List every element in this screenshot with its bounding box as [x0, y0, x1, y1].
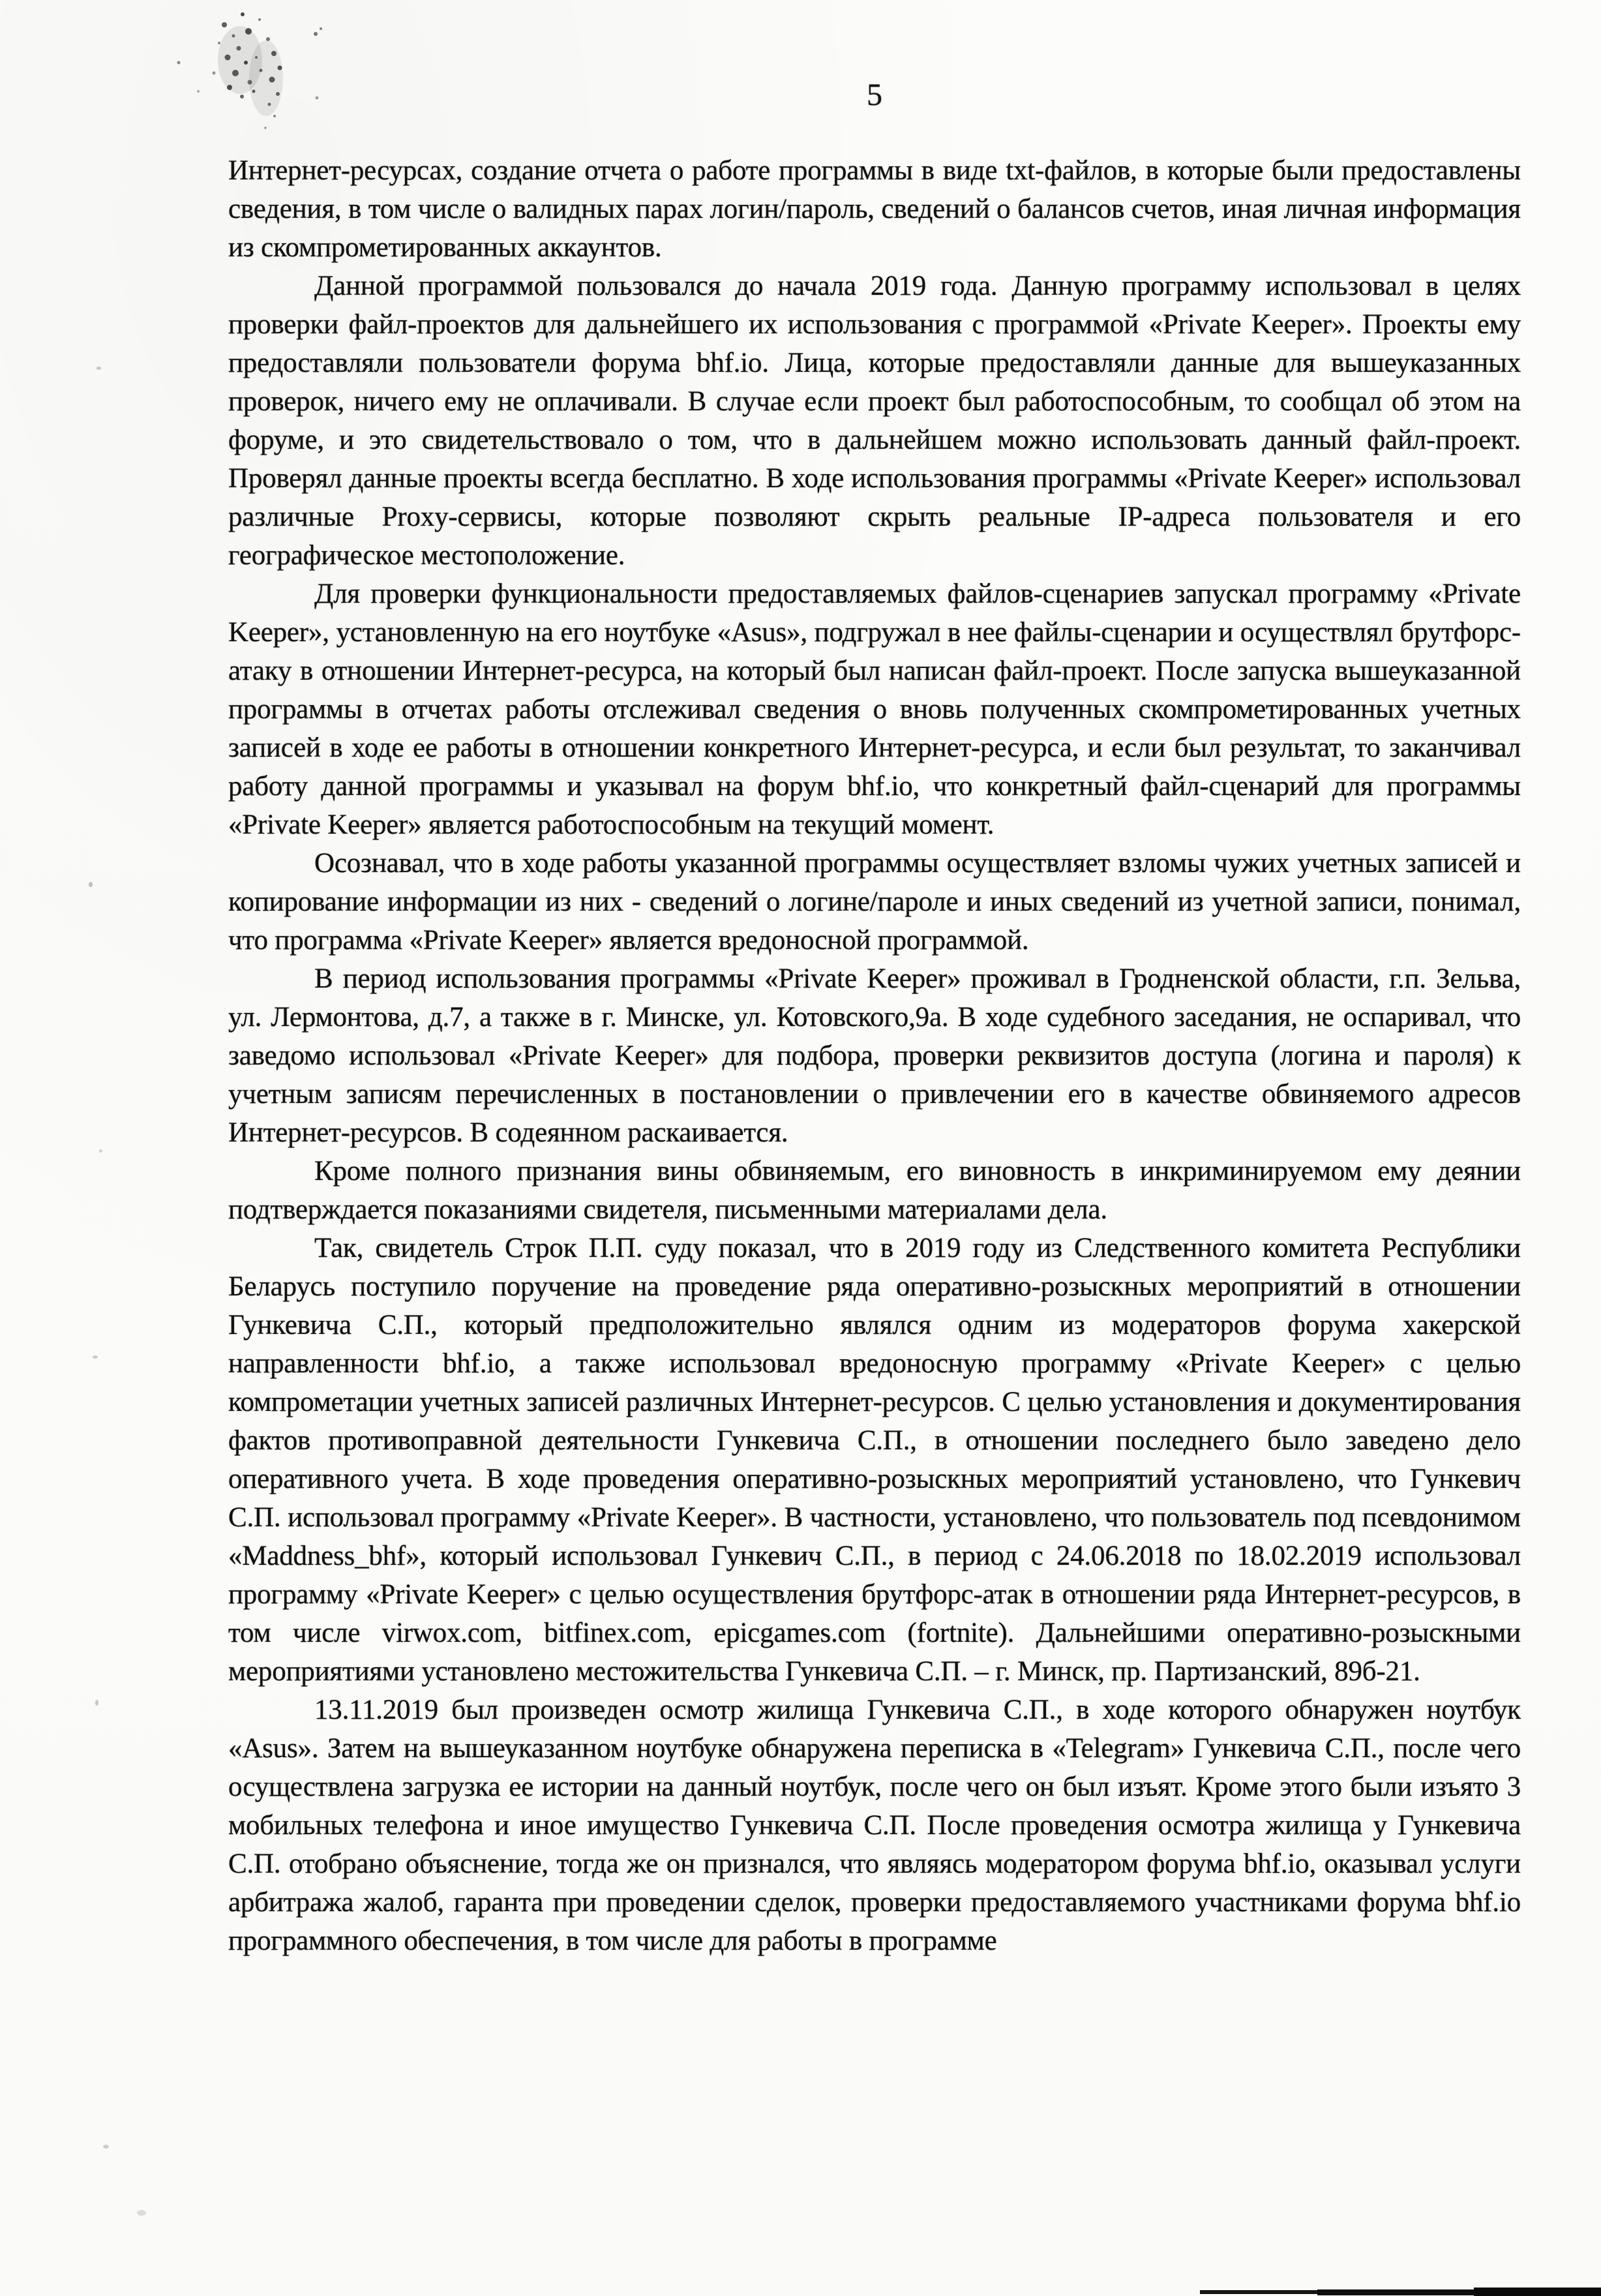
paragraph: Осознавал, что в ходе работы указанной программы осуществляет взломы чужих учетных записей и копирование информации из них - сведений о логине/пароле и иных сведений из учетной записи, понимал, что программа «Private Keeper» является вредоносной программой. [228, 848, 1521, 956]
scan-edge-bar-segment [1474, 2288, 1601, 2296]
scan-edge-bar-artifact [1200, 2286, 1601, 2296]
scan-speck [93, 1355, 98, 1359]
document-body [228, 151, 1521, 1960]
scan-speck [137, 2210, 146, 2216]
paragraph: Данной программой пользовался до начала 2019 года. Данную программу использовал в целях проверки файл-проектов для дальнейшего их использования с программой «Private Keeper». Проекты ему предоставляли пользователи форума bhf.io. Лица, которые предоставляли данные для вышеуказанных проверок, ничего ему не оплачивали. В случае если проект был работоспособным, то сообщал об этом на форуме, и это свидетельствовало о том, что в дальнейшем можно использовать данный файл-проект. Проверял данные проекты всегда бесплатно. В ходе использования программы «Private Keeper» использовал различные Proxy-сервисы, которые позволяют скрыть реальные IP-адреса пользователя и его географическое местоположение. [228, 271, 1521, 571]
paragraph: 13.11.2019 был произведен осмотр жилища Гункевича С.П., в ходе которого обнаружен ноутбук «Asus». Затем на вышеуказанном ноутбуке обнаружена переписка в «Telegram» Гункевича С.П., после чего осуществлена загрузка ее истории на данный ноутбук, после чего он был изъят. Кроме этого были изъято 3 мобильных телефона и иное имущество Гункевича С.П. После проведения осмотра жилища у Гункевича С.П. отобрано объяснение, тогда же он признался, что являясь модератором форума bhf.io, оказывал услуги арбитража жалоб, гаранта при проведении сделок, проверки предоставляемого участниками форума bhf.io программного обеспечения, в том числе для работы в программе [228, 1695, 1521, 1956]
scan-speck [97, 367, 101, 370]
scan-speck [89, 882, 93, 887]
scan-edge-bar-segment [1200, 2290, 1356, 2294]
scan-speck [95, 1700, 98, 1706]
scan-speck [103, 2145, 109, 2149]
page-number: 5 [867, 78, 882, 112]
paragraph: Так, свидетель Строк П.П. суду показал, что в 2019 году из Следственного комитета Республики Беларусь поступило поручение на проведение ряда оперативно-розыскных мероприятий в отношении Гункевича С.П., который предположительно являлся одним из модераторов форума хакерской направленности bhf.io, а также использовал вредоносную программу «Private Keeper» с целью компрометации учетных записей различных Интернет-ресурсов. С целью установления и документирования фактов противоправной деятельности Гункевича С.П., в отношении последнего было заведено дело оперативного учета. В ходе проведения оперативно-розыскных мероприятий установлено, что Гункевич С.П. использовал программу «Private Keeper». В частности, установлено, что пользователь под псевдонимом «Maddness_bhf», который использовал Гункевич С.П., в период с 24.06.2018 по 18.02.2019 использовал программу «Private Keeper» с целью осуществления брутфорс-атак в отношении ряда Интернет-ресурсов, в том числе virwox.com, bitfinex.com, epicgames.com (fortnite). Дальнейшими оперативно-розыскными мероприятиями установлено местожительства Гункевича С.П. – г. Минск, пр. Партизанский, 89б-21. [228, 1233, 1521, 1687]
paragraph: В период использования программы «Private Keeper» проживал в Гродненской области, г.п. Зельва, ул. Лермонтова, д.7, а также в г. Минске, ул. Котовского,9а. В ходе судебного заседания, не оспаривал, что заведомо использовал «Private Keeper» для подбора, проверки реквизитов доступа (логина и пароля) к учетным записям перечисленных в постановлении о привлечении его в качестве обвиняемого адресов Интернет-ресурсов. В содеянном раскаивается. [228, 963, 1521, 1148]
paragraph: Для проверки функциональности предоставляемых файлов-сценариев запускал программу «Private Keeper», установленную на его ноутбуке «Asus», подгружал в нее файлы-сценарии и осуществлял брутфорс-атаку в отношении Интернет-ресурса, на который был написан файл-проект. После запуска вышеуказанной программы в отчетах работы отслеживал сведения о вновь полученных скомпрометированных учетных записей в ходе ее работы в отношении конкретного Интернет-ресурса, и если был результат, то заканчивал работу данной программы и указывал на форум bhf.io, что конкретный файл-сценарий для программы «Private Keeper» является работоспособным на текущий момент. [228, 579, 1521, 840]
scan-speck [99, 1149, 102, 1153]
scan-edge-bar-segment [1317, 2289, 1487, 2295]
paragraph: Кроме полного признания вины обвиняемым, его виновность в инкриминируемом ему деянии подтверждается показаниями свидетеля, письменными материалами дела. [228, 1156, 1521, 1225]
paragraph: Интернет-ресурсах, создание отчета о работе программы в виде txt-файлов, в которые были предоставлены сведения, в том числе о валидных парах логин/пароль, сведений о балансов счетов, иная личная информация из скомпрометированных аккаунтов. [228, 155, 1521, 263]
